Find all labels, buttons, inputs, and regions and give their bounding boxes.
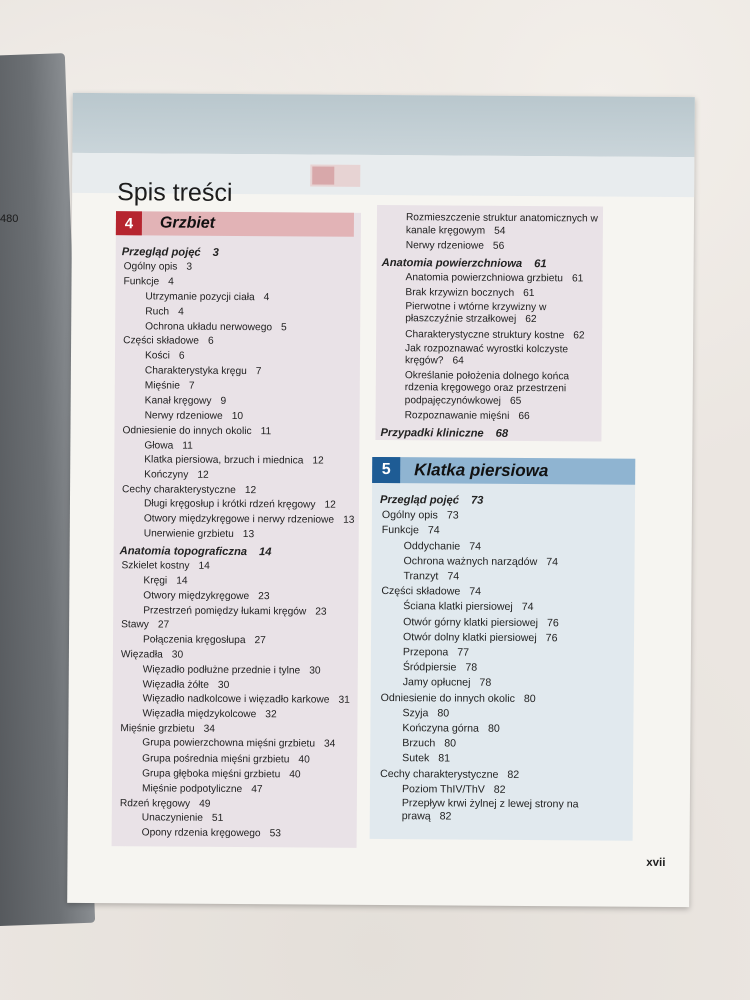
- toc-entry: [381, 328, 601, 344]
- page-folio: xvii: [646, 856, 666, 869]
- toc-entry: [121, 409, 357, 426]
- toc-entry-title: Mięśnie: [144, 380, 180, 392]
- toc-entry-title: Grupa pośrednia mięśni grzbietu: [142, 753, 290, 766]
- toc-entry-title: Otwór dolny klatki piersiowej: [403, 630, 537, 644]
- toc-entry-title: Ruch: [145, 305, 170, 318]
- toc-entry: [119, 693, 355, 709]
- toc-entry: [121, 350, 357, 367]
- toc-entry-page: 13: [242, 529, 255, 541]
- toc-entry: [118, 708, 354, 725]
- toc-entry-page: 80: [523, 692, 536, 705]
- toc-entry-title: Głowa: [144, 440, 174, 452]
- toc-entry: [119, 604, 355, 621]
- toc-entry-page: 23: [315, 606, 327, 618]
- toc-entry: [120, 454, 356, 470]
- toc-entry-title: Przypadki kliniczne: [380, 426, 484, 440]
- toc-entry-page: 34: [323, 738, 336, 750]
- toc-entry-title: Ogólny opis: [123, 261, 178, 273]
- toc-entry: [378, 751, 628, 768]
- toc-entry-page: 73: [446, 509, 459, 522]
- toc-entry-page: 82: [493, 783, 506, 796]
- toc-entry-title: Nerwy rdzeniowe: [144, 410, 223, 422]
- toc-entry-page: 30: [171, 649, 184, 661]
- toc-entry-title: Więzadła: [120, 649, 163, 661]
- toc-entry-title: Brzuch: [402, 737, 436, 750]
- toc-entry-page: 80: [487, 722, 500, 735]
- toc-entry-title: Otwór górny klatki piersiowej: [403, 615, 539, 629]
- toc-entry: [381, 271, 601, 287]
- toc-entry-title: Stawy: [121, 619, 149, 631]
- toc-entry: [120, 527, 356, 544]
- toc-entry-title: Kończyna górna: [402, 722, 480, 735]
- toc-entry-title: Ogólny opis: [381, 509, 438, 522]
- toc-entry-page: 11: [260, 426, 272, 438]
- toc-entry: [121, 275, 357, 292]
- toc-entry: [119, 648, 355, 665]
- toc-entry-title: Jamy opłucnej: [402, 676, 471, 690]
- toc-entry: [118, 782, 354, 799]
- toc-entry-title: Więzadło podłużne przednie i tylne: [142, 664, 301, 677]
- toc-entry: [379, 675, 629, 692]
- toc-entry: [118, 767, 354, 784]
- toc-entry-page: 7: [255, 366, 262, 378]
- toc-entry-title: Ochrona ważnych narządów: [403, 554, 538, 568]
- toc-entry: [118, 737, 354, 753]
- toc-entry-title: Przegląd pojęć: [379, 493, 460, 507]
- toc-entry: [380, 539, 630, 556]
- toc-entry: [119, 589, 355, 606]
- toc-entry-title: Anatomia powierzchniowa grzbietu: [405, 271, 564, 285]
- toc-entry-title: Więzadło nadkolcowe i więzadło karkowe: [142, 693, 330, 706]
- toc-entry-page: 4: [263, 291, 270, 303]
- toc-entry: [381, 370, 601, 411]
- toc-entry: [121, 305, 357, 322]
- page-title: Spis treści: [117, 177, 233, 207]
- chapter4-toc: [118, 243, 358, 843]
- toc-entry-title: Określanie położenia dolnego końca rdzenia kręgowego oraz przestrzeni podpajęczynówkowej: [404, 369, 570, 407]
- toc-entry-page: 30: [217, 679, 230, 692]
- toc-entry: [380, 508, 630, 525]
- chapter4-title: Grzbiet: [159, 214, 216, 232]
- toc-entry-title: Kości: [144, 350, 170, 362]
- toc-entry: [119, 663, 355, 680]
- toc-entry-title: Przepływ krwi żylnej z lewej strony na prawą: [401, 797, 579, 822]
- toc-entry-page: 12: [312, 455, 324, 467]
- toc-entry-page: 12: [324, 499, 336, 511]
- toc-entry-page: 78: [479, 677, 492, 690]
- toc-entry-page: 74: [447, 570, 460, 583]
- toc-entry: [381, 286, 601, 302]
- toc-entry-page: 78: [465, 661, 478, 674]
- toc-entry-title: Unaczynienie: [141, 812, 203, 825]
- toc-entry-page: 51: [211, 813, 224, 825]
- toc-entry-page: 54: [494, 225, 506, 237]
- toc-entry: [120, 468, 356, 485]
- toc-entry-title: Kanał kręgowy: [144, 395, 212, 407]
- toc-entry: [382, 256, 602, 272]
- toc-entry-page: 30: [309, 665, 321, 677]
- toc-entry: [120, 513, 356, 529]
- toc-entry-page: 65: [509, 395, 522, 407]
- toc-entry-title: Otwory międzykręgowe: [143, 589, 250, 602]
- toc-entry-page: 62: [525, 314, 537, 326]
- toc-entry-page: 27: [157, 619, 170, 631]
- toc-entry-page: 82: [439, 809, 452, 823]
- toc-entry-page: 49: [199, 798, 211, 810]
- toc-entry: [120, 483, 356, 500]
- chapter4-number: 4: [116, 211, 142, 235]
- toc-entry-page: 4: [168, 276, 174, 288]
- toc-entry-page: 61: [534, 257, 547, 271]
- toc-entry-title: Utrzymanie pozycji ciała: [145, 291, 255, 303]
- toc-entry: [119, 574, 355, 591]
- toc-entry-title: Anatomia powierzchniowa: [381, 256, 523, 270]
- book-page: [67, 93, 695, 907]
- toc-entry: [379, 691, 629, 708]
- toc-entry-title: Funkcje: [123, 276, 160, 288]
- toc-entry: [379, 645, 629, 662]
- toc-entry-title: Brak krzywizn bocznych: [405, 286, 515, 299]
- toc-entry: [118, 752, 354, 769]
- toc-entry: [120, 544, 356, 561]
- toc-entry-page: 74: [546, 555, 559, 569]
- chapter4-toc-continued: [380, 212, 602, 442]
- toc-entry-page: 27: [254, 635, 266, 647]
- toc-entry: [120, 498, 356, 514]
- toc-entry: [380, 523, 630, 540]
- toc-entry-title: Więzadła żółte: [142, 679, 209, 691]
- toc-entry-title: Części składowe: [123, 335, 200, 348]
- toc-entry-title: Kręgi: [143, 575, 168, 587]
- toc-entry-page: 12: [244, 485, 257, 497]
- toc-entry-page: 74: [427, 524, 440, 537]
- toc-entry-title: Rozpoznawanie mięśni: [404, 410, 510, 422]
- toc-entry-page: 40: [289, 769, 301, 781]
- toc-entry: [121, 335, 357, 352]
- toc-entry-title: Unerwienie grzbietu: [143, 528, 234, 540]
- toc-entry-title: Opony rdzenia kręgowego: [141, 827, 261, 840]
- toc-entry-page: 7: [188, 380, 195, 392]
- toc-entry: [381, 409, 601, 425]
- toc-entry: [380, 493, 630, 510]
- toc-entry: [380, 426, 600, 442]
- toc-entry-title: Grupa głęboka mięśni grzbietu: [142, 768, 281, 780]
- toc-entry-title: Mięśnie podpotyliczne: [141, 782, 243, 795]
- toc-entry-title: Połączenia kręgosłupa: [142, 634, 246, 647]
- toc-entry-page: 23: [258, 590, 270, 602]
- header-band: [72, 93, 694, 157]
- toc-entry-page: 76: [546, 616, 559, 629]
- toc-entry-page: 5: [281, 321, 287, 333]
- toc-entry-page: 76: [545, 631, 558, 645]
- toc-entry-title: Funkcje: [381, 524, 419, 537]
- toc-entry: [379, 584, 629, 601]
- toc-entry: [121, 379, 357, 396]
- toc-entry-page: 9: [220, 395, 227, 407]
- toc-entry-title: Tranzyt: [403, 570, 439, 583]
- toc-entry-title: Rozmieszczenie struktur anatomicznych w kanale kręgowym: [405, 212, 598, 237]
- toc-entry-title: Poziom ThIV/ThV: [401, 783, 485, 796]
- toc-entry-page: 14: [198, 560, 210, 572]
- toc-entry: [119, 678, 355, 695]
- toc-entry-page: 66: [518, 410, 530, 423]
- toc-entry: [119, 619, 355, 636]
- toc-entry-page: 11: [182, 440, 193, 452]
- toc-entry-title: Mięśnie grzbietu: [120, 723, 195, 736]
- toc-entry-page: 64: [452, 355, 464, 367]
- toc-entry-title: Grupa powierzchowna mięśni grzbietu: [142, 737, 316, 750]
- toc-entry-title: Jak rozpoznawać wyrostki kolczyste kręgów?: [404, 342, 569, 367]
- toc-entry-page: 3: [186, 261, 193, 273]
- toc-entry: [379, 615, 629, 632]
- toc-entry-page: 53: [269, 828, 281, 840]
- toc-entry-page: 40: [298, 754, 310, 766]
- toc-entry-title: Odniesienie do innych okolic: [380, 691, 515, 705]
- toc-entry-page: 62: [573, 329, 585, 342]
- chapter5-toc: [378, 491, 630, 826]
- toc-entry-page: 47: [251, 783, 263, 795]
- toc-entry-page: 31: [338, 694, 350, 706]
- toc-entry-page: 56: [492, 240, 505, 252]
- toc-entry: [380, 554, 630, 571]
- toc-entry-title: Ściana klatki piersiowej: [403, 600, 513, 614]
- toc-entry-page: 74: [469, 585, 482, 598]
- toc-entry-page: 81: [438, 752, 451, 765]
- toc-entry-title: Klatka piersiowa, brzuch i miednica: [144, 454, 304, 467]
- toc-entry-title: Przestrzeń pomiędzy łukami kręgów: [143, 604, 307, 618]
- toc-entry: [121, 320, 357, 337]
- toc-entry: [118, 826, 354, 843]
- toc-entry-title: Charakterystyczne struktury kostne: [405, 328, 565, 341]
- toc-entry-title: Cechy charakterystyczne: [380, 767, 499, 781]
- chapter5-number: 5: [372, 457, 400, 483]
- toc-entry: [381, 301, 601, 330]
- toc-entry-page: 6: [178, 350, 185, 362]
- chapter5-title: Klatka piersiowa: [414, 460, 549, 481]
- toc-entry-title: Szyja: [402, 706, 429, 720]
- toc-entry-title: Śródpiersie: [402, 661, 457, 674]
- toc-entry: [120, 439, 356, 456]
- toc-entry-page: 82: [507, 768, 520, 781]
- toc-entry: [118, 797, 354, 814]
- toc-entry-page: 74: [469, 540, 482, 553]
- margin-page-number: 480: [0, 213, 19, 225]
- toc-entry-page: 12: [197, 469, 209, 481]
- toc-entry-title: Charakterystyka kręgu: [144, 365, 247, 378]
- toc-entry-page: 80: [437, 707, 450, 720]
- toc-entry-page: 68: [495, 427, 509, 440]
- toc-entry-page: 74: [521, 601, 534, 614]
- toc-entry: [381, 343, 601, 372]
- show-through-number: [312, 167, 334, 185]
- toc-entry-title: Oddychanie: [403, 539, 461, 553]
- toc-entry: [379, 599, 629, 616]
- toc-entry-page: 34: [203, 724, 215, 736]
- chapter4-header: [116, 211, 354, 237]
- toc-entry-title: Szkielet kostny: [121, 560, 190, 572]
- toc-entry-title: Kończyny: [144, 469, 189, 481]
- toc-entry: [122, 260, 358, 277]
- toc-entry-title: Nerwy rdzeniowe: [405, 240, 484, 252]
- toc-entry: [118, 723, 354, 740]
- toc-entry-title: Ochrona układu nerwowego: [145, 320, 273, 333]
- toc-entry-page: 10: [231, 410, 244, 423]
- toc-entry-page: 61: [523, 287, 535, 299]
- toc-entry-title: Części składowe: [381, 585, 461, 598]
- toc-entry: [378, 767, 628, 784]
- toc-entry-page: 80: [444, 737, 457, 750]
- toc-entry: [121, 364, 357, 381]
- toc-entry: [379, 660, 629, 677]
- toc-entry-title: Cechy charakterystyczne: [122, 484, 236, 497]
- toc-entry-page: 14: [176, 575, 188, 587]
- toc-entry: [378, 721, 628, 738]
- toc-entry-title: Przepona: [402, 646, 449, 659]
- toc-entry-title: Sutek: [402, 752, 430, 765]
- toc-entry: [382, 239, 602, 255]
- toc-entry-page: 6: [207, 336, 214, 348]
- toc-entry: [122, 245, 358, 262]
- toc-entry: [118, 812, 354, 829]
- toc-entry-page: 4: [178, 306, 184, 318]
- toc-entry-title: Anatomia topograficzna: [119, 545, 248, 558]
- toc-entry-page: 61: [571, 273, 584, 285]
- toc-entry-title: Długi kręgosłup i krótki rdzeń kręgowy: [143, 498, 316, 511]
- toc-entry-title: Otwory międzykręgowe i nerwy rdzeniowe: [143, 512, 335, 526]
- toc-entry: [379, 630, 629, 647]
- toc-entry: [119, 634, 355, 651]
- toc-entry: [378, 782, 628, 799]
- toc-entry-page: 32: [265, 709, 277, 721]
- toc-entry-page: 77: [457, 646, 470, 659]
- toc-entry: [378, 736, 628, 753]
- toc-entry: [379, 569, 629, 586]
- toc-entry: [121, 394, 357, 411]
- toc-entry: [378, 706, 628, 723]
- toc-entry-title: Więzadła międzykolcowe: [142, 708, 257, 721]
- toc-entry: [120, 424, 356, 441]
- toc-entry: [119, 559, 355, 576]
- toc-entry-title: Rdzeń kręgowy: [119, 797, 191, 810]
- toc-entry: [121, 290, 357, 307]
- toc-entry-page: 13: [343, 514, 355, 526]
- toc-entry-title: Odniesienie do innych okolic: [122, 425, 252, 437]
- toc-entry-title: Przegląd pojęć: [121, 246, 201, 259]
- toc-entry: [378, 797, 628, 826]
- toc-entry: [382, 212, 602, 241]
- toc-entry-page: 14: [259, 546, 272, 559]
- chapter5-header: [372, 457, 635, 485]
- toc-entry-title: Pierwotne i wtórne krzywizny w płaszczyźnie strzałkowej: [405, 300, 547, 326]
- toc-entry-page: 73: [470, 494, 484, 507]
- toc-entry-page: 3: [212, 246, 219, 259]
